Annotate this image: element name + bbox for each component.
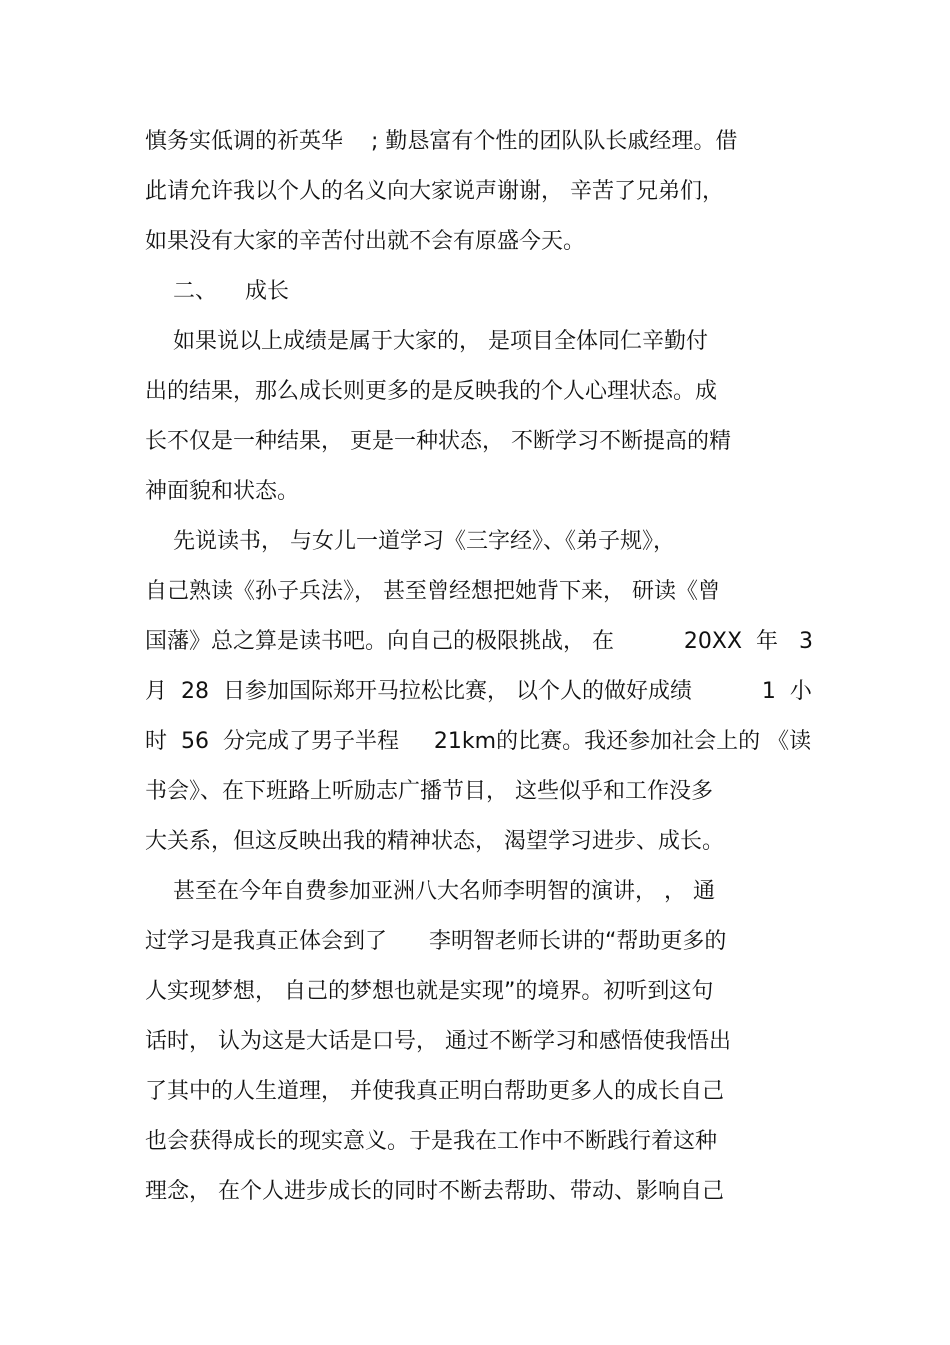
text-line: 慎务实低调的祈英华 ; 勤恳富有个性的团队队长戚经理。借 bbox=[145, 129, 738, 154]
text-line: 书会》、在下班路上听励志广播节目， 这些似乎和工作没多 bbox=[145, 779, 713, 804]
text-line: 话时， 认为这是大话是口号， 通过不断学习和感悟使我悟出 bbox=[145, 1029, 731, 1054]
text-line: 长不仅是一种结果， 更是一种状态， 不断学习不断提高的精 bbox=[145, 429, 731, 454]
text-line: 理念， 在个人进步成长的同时不断去帮助、带动、影响自己 bbox=[145, 1179, 724, 1204]
text-line: 甚至在今年自费参加亚洲八大名师李明智的演讲， ， 通 bbox=[145, 879, 715, 904]
text-line: 也会获得成长的现实意义。于是我在工作中不断践行着这种 bbox=[145, 1129, 718, 1154]
text-line: 如果没有大家的辛苦付出就不会有原盛今天。 bbox=[145, 229, 586, 254]
text-line: 此请允许我以个人的名义向大家说声谢谢， 辛苦了兄弟们， bbox=[145, 179, 724, 204]
text-line: 先说读书， 与女儿一道学习《三字经》、《弟子规》， bbox=[145, 529, 675, 554]
text-line: 过学习是我真正体会到了 李明智老师长讲的“帮助更多的 bbox=[145, 929, 727, 954]
text-line: 人实现梦想， 自己的梦想也就是实现”的境界。初听到这句 bbox=[145, 979, 714, 1004]
section-heading: 二、 成长 bbox=[145, 279, 289, 304]
text-line: 如果说以上成绩是属于大家的， 是项目全体同仁辛勤付 bbox=[145, 329, 708, 354]
text-line: 国藩》总之算是读书吧。向自己的极限挑战， 在 20XX 年 3 bbox=[145, 629, 814, 654]
text-line: 大关系，但这反映出我的精神状态， 渴望学习进步、成长。 bbox=[145, 829, 724, 854]
text-line: 神面貌和状态。 bbox=[145, 479, 300, 504]
text-line: 自己熟读《孙子兵法》， 甚至曾经想把她背下来， 研读《曾 bbox=[145, 579, 720, 604]
text-line: 了其中的人生道理， 并使我真正明白帮助更多人的成长自己 bbox=[145, 1079, 724, 1104]
text-line: 时 56 分完成了男子半程 21km的比赛。我还参加社会上的 《读 bbox=[145, 729, 812, 754]
text-line: 月 28 日参加国际郑开马拉松比赛， 以个人的做好成绩 1 小 bbox=[145, 679, 812, 704]
text-line: 出的结果，那么成长则更多的是反映我的个人心理状态。成 bbox=[145, 379, 718, 404]
